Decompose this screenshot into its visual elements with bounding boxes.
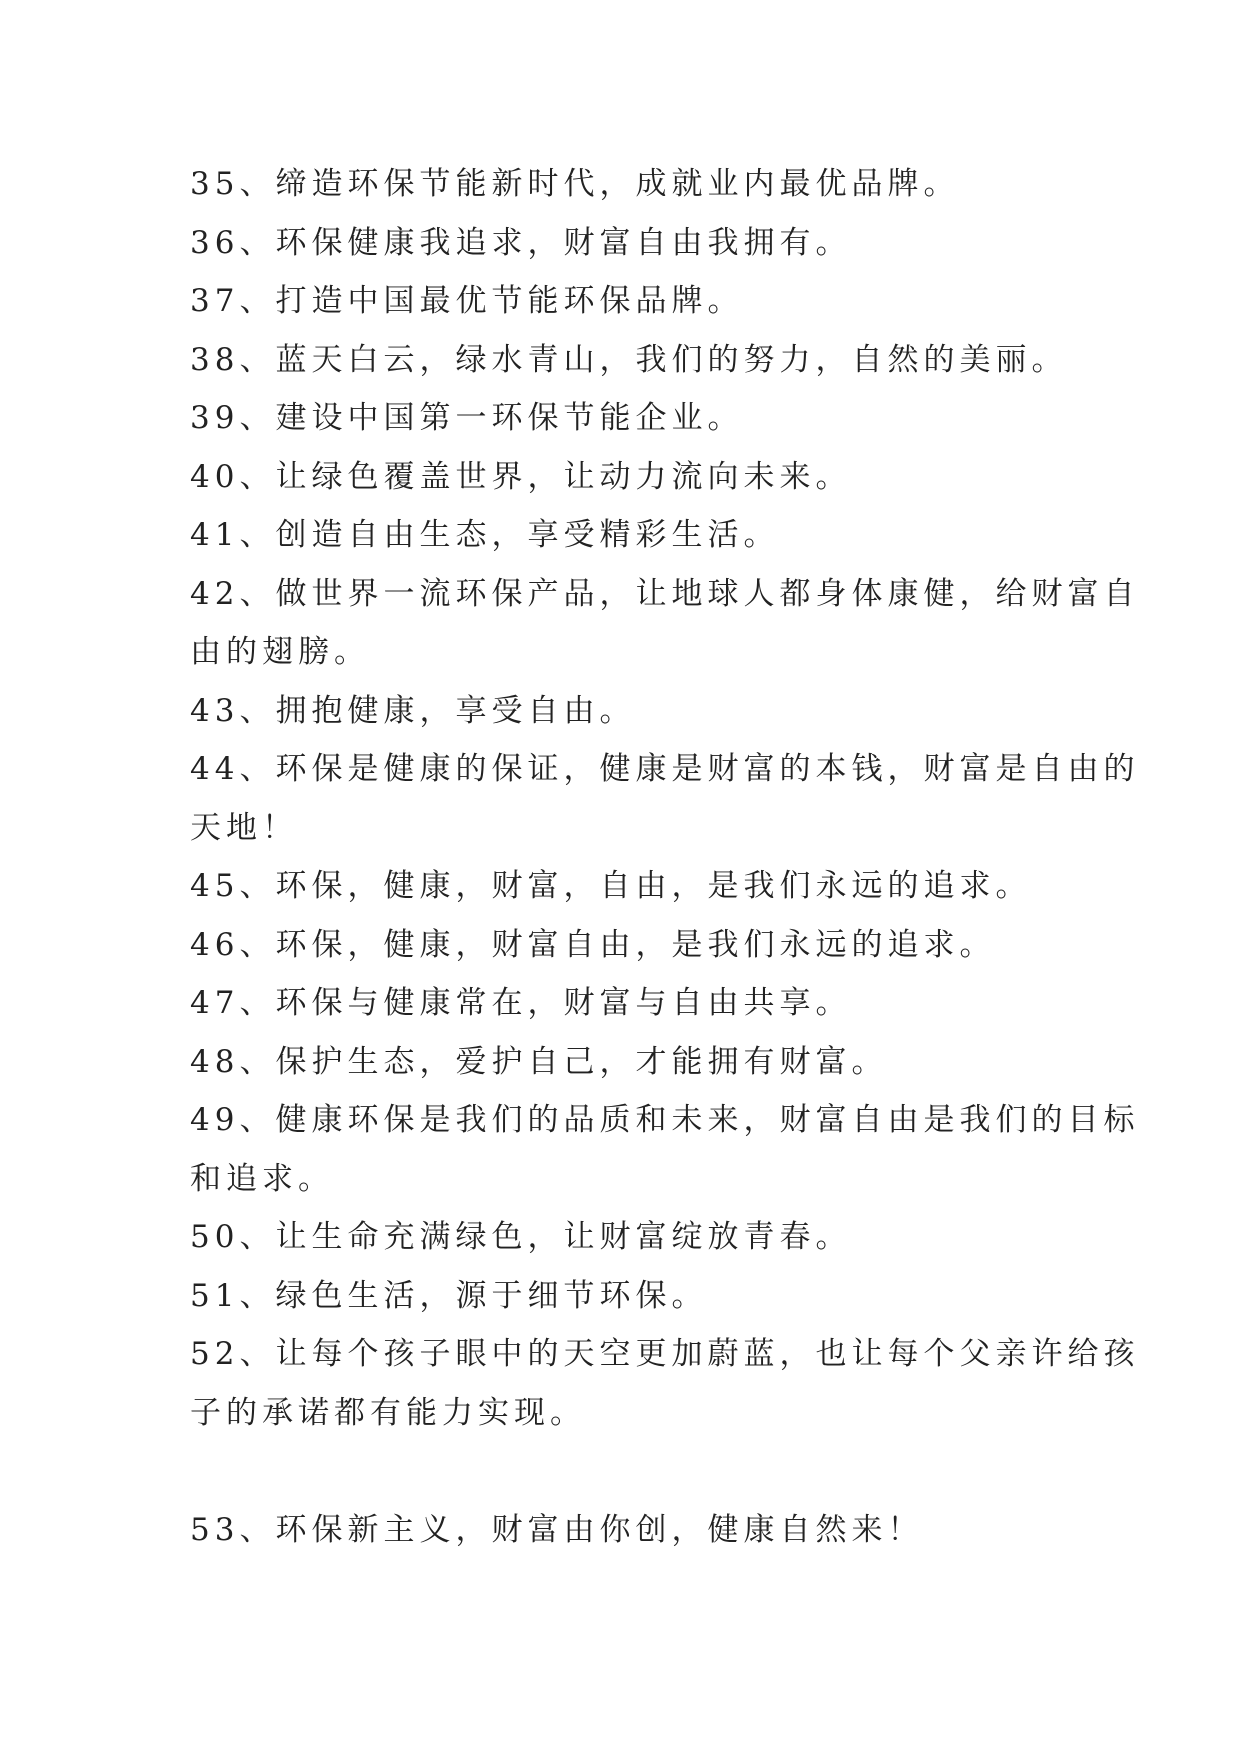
text-line: 41、创造自由生态，享受精彩生活。	[190, 517, 780, 553]
text-line: 53、环保新主义，财富由你创，健康自然来！	[190, 1511, 924, 1548]
text-line: 37、打造中国最优节能环保品牌。	[190, 283, 744, 319]
text-line: 由的翅膀。	[190, 634, 370, 670]
text-line: 52、让每个孩子眼中的天空更加蔚蓝，也让每个父亲许给孩	[190, 1336, 1140, 1372]
text-line: 35、缔造环保节能新时代，成就业内最优品牌。	[190, 166, 960, 202]
text-line: 50、让生命充满绿色，让财富绽放青春。	[190, 1219, 852, 1255]
text-line: 47、环保与健康常在，财富与自由共享。	[190, 985, 852, 1021]
blank-line	[190, 1442, 1062, 1501]
text-line: 42、做世界一流环保产品，让地球人都身体康健，给财富自	[190, 575, 1140, 612]
text-line: 子的承诺都有能力实现。	[190, 1394, 586, 1431]
text-line: 46、环保，健康，财富自由，是我们永远的追求。	[190, 926, 996, 963]
text-line: 49、健康环保是我们的品质和未来，财富自由是我们的目标	[190, 1102, 1140, 1138]
document-body	[190, 155, 1140, 1559]
text-line: 44、环保是健康的保证，健康是财富的本钱，财富是自由的	[190, 751, 1140, 787]
text-line: 和追求。	[190, 1160, 334, 1197]
text-line: 43、拥抱健康，享受自由。	[190, 692, 636, 729]
text-line: 45、环保，健康，财富，自由，是我们永远的追求。	[190, 868, 1032, 904]
text-line: 天地！	[190, 809, 298, 846]
text-line: 48、保护生态，爱护自己，才能拥有财富。	[190, 1043, 888, 1080]
text-line: 38、蓝天白云，绿水青山，我们的努力，自然的美丽。	[190, 341, 1068, 378]
text-line: 39、建设中国第一环保节能企业。	[190, 400, 744, 436]
text-line: 51、绿色生活，源于细节环保。	[190, 1277, 708, 1314]
text-line: 36、环保健康我追求，财富自由我拥有。	[190, 224, 852, 261]
text-line: 40、让绿色覆盖世界，让动力流向未来。	[190, 458, 852, 495]
